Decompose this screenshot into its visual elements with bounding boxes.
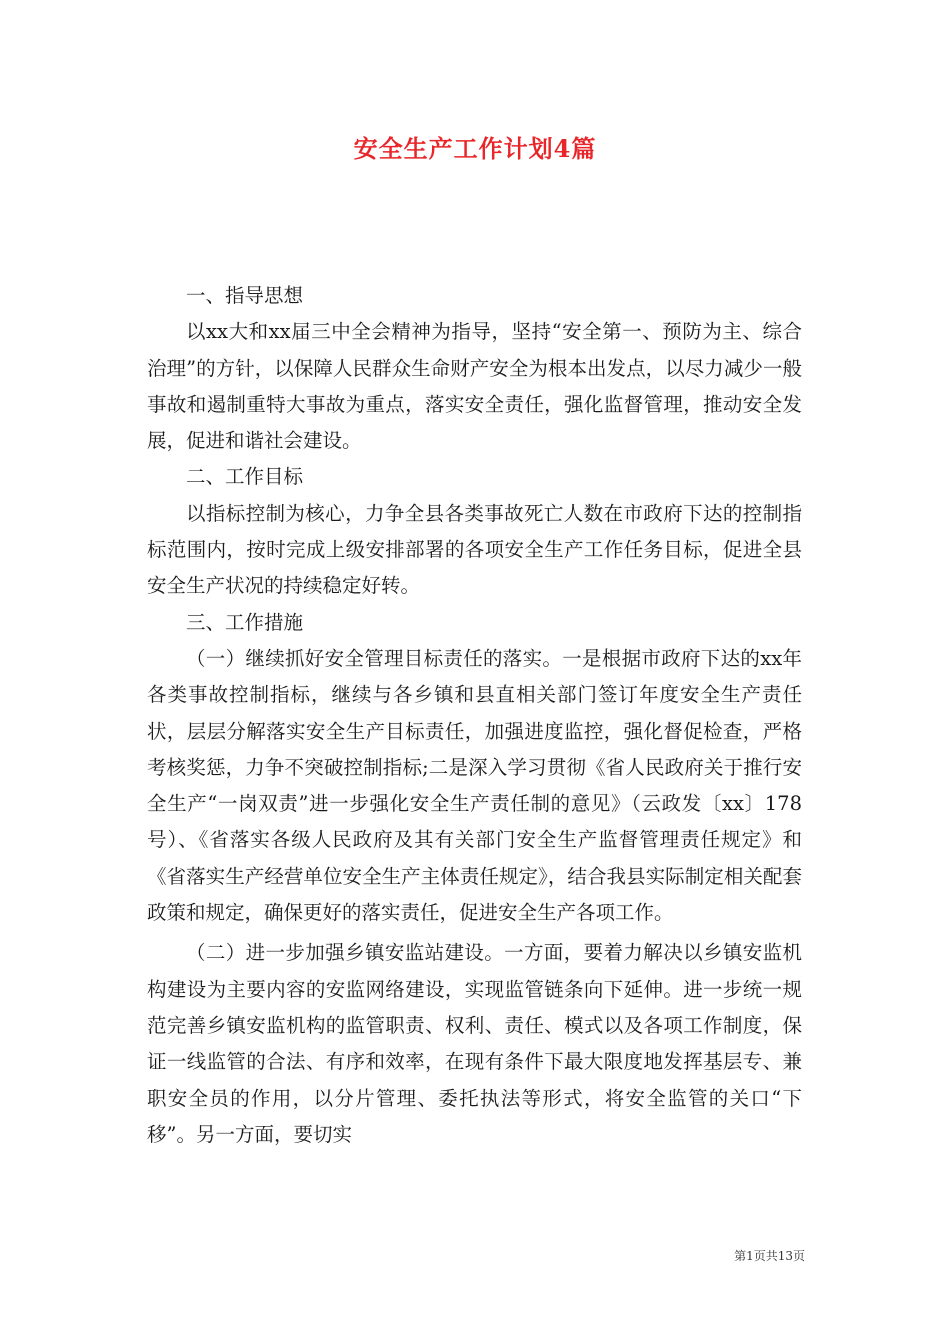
document-title: 安全生产工作计划4篇 [353,134,597,163]
paragraph: （一）继续抓好安全管理目标责任的落实。一是根据市政府下达的xx年各类事故控制指标，继续与各乡镇和县直相关部门签订年度安全生产责任状，层层分解落实安全生产目标责任，加强进度监控，强化督促检查，严格考核奖惩，力争不突破控制指标;二是深入学习贯彻《省人民政府关于推行安全生产“一岗双责”进一步强化安全生产责任制的意见》（云政发〔xx〕178号）、《省落实各级人民政府及其有关部门安全生产监督管理责任规定》和《省落实生产经营单位安全生产主体责任规定》，结合我县实际制定相关配套政策和规定，确保更好的落实责任，促进安全生产各项工作。 [147,646,802,925]
page-number: 第1页共13页 [734,1249,805,1263]
paragraph: 以xx大和xx届三中全会精神为指导，坚持“安全第一、预防为主、综合治理”的方针，以保障人民群众生命财产安全为根本出发点，以尽力减少一般事故和遏制重特大事故为重点，落实安全责任，强化监督管理，推动安全发展，促进和谐社会建设。 [147,320,802,453]
paragraph: （二）进一步加强乡镇安监站建设。一方面，要着力解决以乡镇安监机构建设为主要内容的安监网络建设，实现监管链条向下延伸。进一步统一规范完善乡镇安监机构的监管职责、权利、责任、模式以及各项工作制度，保证一线监管的合法、有序和效率，在现有条件下最大限度地发挥基层专、兼职安全员的作用，以分片管理、委托执法等形式，将安全监管的关口“下移”。另一方面，要切实 [147,941,802,1146]
document-body [147,278,802,1153]
section-heading: 二、工作目标 [186,465,304,489]
section-heading: 一、指导思想 [186,284,304,307]
section-heading: 三、工作措施 [186,610,304,634]
paragraph: 以指标控制为核心，力争全县各类事故死亡人数在市政府下达的控制指标范围内，按时完成上级安排部署的各项安全生产工作任务目标，促进全县安全生产状况的持续稳定好转。 [147,501,802,598]
